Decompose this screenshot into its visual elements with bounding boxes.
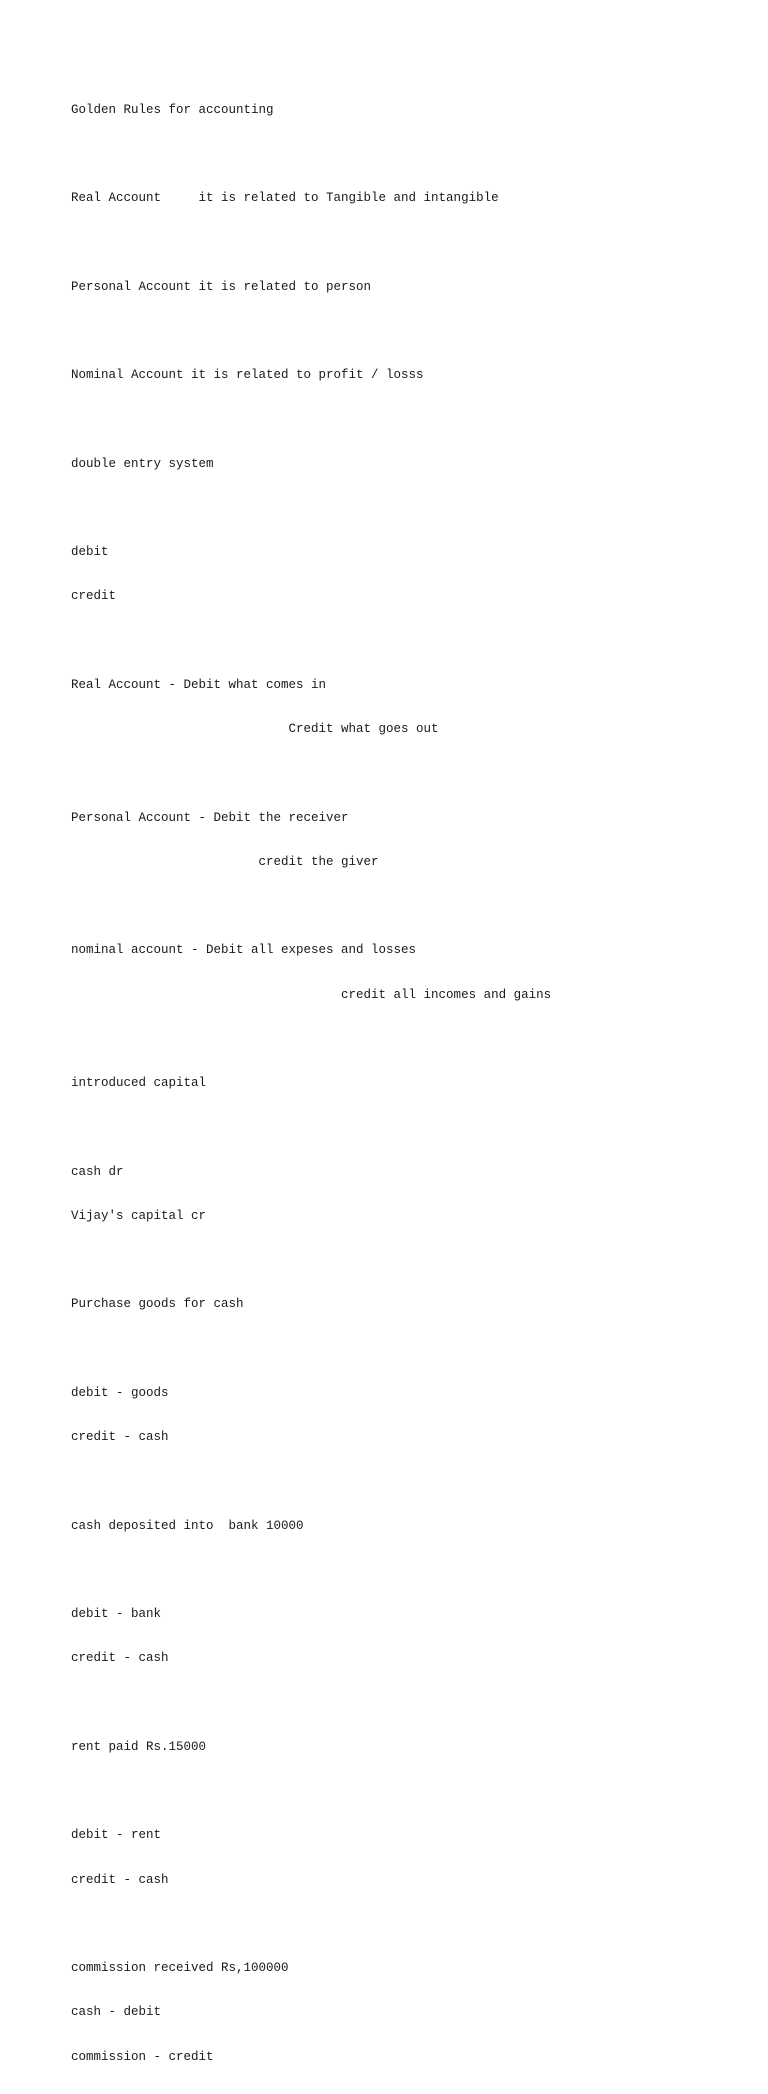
blank-line [71,147,551,162]
text-line: credit - cash [71,1651,169,1666]
blank-line [71,324,551,339]
document-text [71,73,551,2094]
text-line: credit - cash [71,1430,169,1444]
blank-line [71,412,551,427]
blank-line [71,899,551,914]
blank-line [71,1563,551,1578]
text-line: Vijay's capital cr [71,1208,207,1223]
text-line: Personal Account it is related to person [71,279,372,294]
text-line: Real Account it is related to Tangible and intangible [71,191,499,205]
blank-line [71,1032,551,1047]
text-line: Purchase goods for cash [71,1297,244,1312]
blank-line [71,235,551,250]
blank-line [71,1253,551,1268]
text-line: debit - rent [71,1828,162,1843]
text-line: introduced capital [71,1076,207,1090]
blank-line [71,501,551,516]
text-line: nominal account - Debit all expeses and losses [71,943,417,958]
text-line: debit - goods [71,1385,169,1400]
text-line: debit [71,545,109,559]
blank-line [71,1917,551,1932]
blank-line [71,1120,551,1135]
title-line: Golden Rules for accounting [71,102,274,117]
text-line: credit - cash [71,1872,169,1887]
text-line: rent paid Rs.15000 [71,1739,207,1754]
text-line: credit [71,589,117,604]
text-line: cash - debit [71,2005,162,2020]
text-line: Real Account - Debit what comes in [71,677,327,692]
text-line: double entry system [71,456,214,471]
text-line: Personal Account - Debit the receiver [71,810,349,825]
text-line: credit the giver [71,854,379,869]
text-line: credit all incomes and gains [71,987,552,1002]
blank-line [71,766,551,781]
text-line: Nominal Account it is related to profit / losss [71,368,424,382]
text-line: Credit what goes out [71,722,439,736]
text-line: commission - credit [71,2049,214,2064]
text-line: cash deposited into bank 10000 [71,1518,304,1533]
blank-line [71,1696,551,1711]
blank-line [71,634,551,649]
text-line: commission received Rs,100000 [71,1961,289,1975]
blank-line [71,1342,551,1357]
blank-line [71,1784,551,1799]
text-line: cash dr [71,1164,124,1179]
blank-line [71,1474,551,1489]
text-line: debit - bank [71,1607,162,1621]
